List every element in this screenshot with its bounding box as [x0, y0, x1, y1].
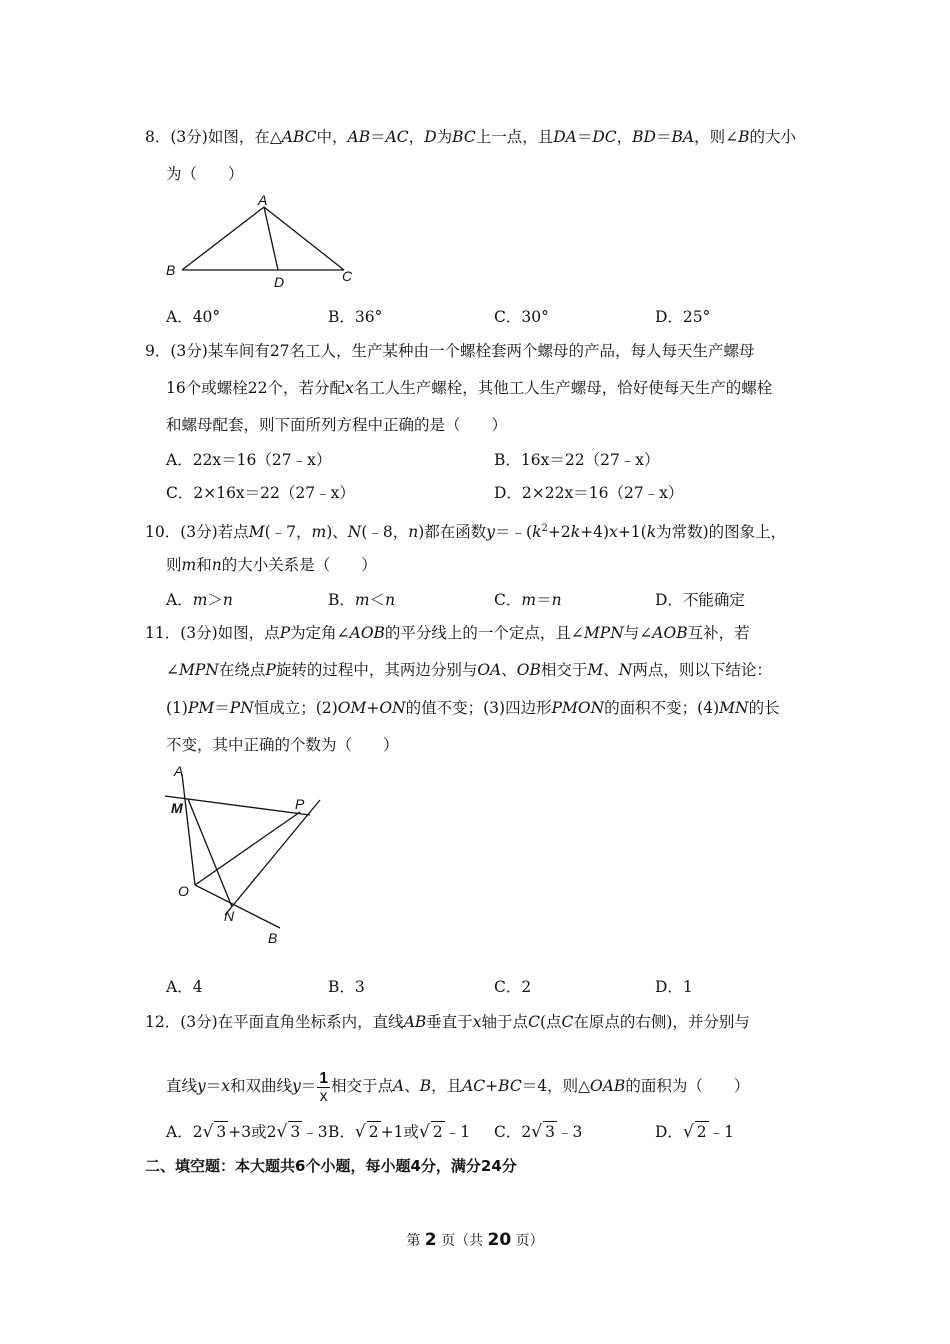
q8-option-d: D．25°: [655, 308, 711, 326]
q10-stem-line2: 则m和n的大小关系是（ ）: [166, 556, 377, 574]
q8-stem-line2: 为（ ）: [166, 165, 244, 183]
page-footer: [0, 1230, 950, 1250]
q12-option-c: C．2√ 3 ﹣3: [494, 1122, 583, 1142]
q8-label-a: A: [258, 192, 268, 208]
q12-option-b: B．√ 2 +1或√ 2 ﹣1: [328, 1122, 471, 1142]
q11-option-b: B．3: [328, 978, 365, 996]
q9-option-c: C．2×16x＝22（27﹣x）: [166, 484, 355, 502]
q12-stem-line1: 12．(3分)在平面直角坐标系内，直线AB垂直于x轴于点C(点C在原点的右侧)，并分别与: [145, 1013, 750, 1031]
q9-stem-line2: 16个或螺栓22个，若分配x名工人生产螺栓，其他工人生产螺母，恰好使每天生产的螺栓: [166, 379, 773, 397]
q11-stem-line3: (1)PM＝PN恒成立；(2)OM+ON的值不变；(3)四边形PMON的面积不变；(4)MN的长: [166, 699, 780, 717]
footer-middle: 页（共: [441, 1233, 484, 1249]
footer-suffix: 页）: [515, 1233, 544, 1249]
section-2-heading: 二、填空题：本大题共6个小题，每小题4分，满分24分: [145, 1157, 517, 1175]
footer-total-pages: 20: [487, 1230, 512, 1250]
q10-option-b: B．m＜n: [328, 591, 396, 609]
q12-option-d: D．√ 2 ﹣1: [655, 1122, 735, 1142]
q12-fraction-denominator: x: [319, 1087, 328, 1105]
q11-label-p: P: [295, 796, 305, 812]
q12-fraction-numerator: 1: [319, 1069, 328, 1087]
q10-option-d: D．不能确定: [655, 591, 745, 609]
q11-stem-line1: 11．(3分)如图，点P为定角∠AOB的平分线上的一个定点，且∠MPN与∠AOB互补，若: [145, 624, 750, 642]
q9-option-a: A．22x＝16（27﹣x）: [166, 451, 332, 469]
q8-option-c: C．30°: [494, 308, 549, 326]
q11-label-o: O: [178, 883, 189, 899]
q8-option-b: B．36°: [328, 308, 383, 326]
q11-option-d: D．1: [655, 978, 693, 996]
q11-label-n: N: [224, 908, 235, 924]
q11-stem-line4: 不变，其中正确的个数为（ ）: [166, 736, 399, 754]
q11-stem-line2: ∠MPN在绕点P旋转的过程中，其两边分别与OA、OB相交于M、N两点，则以下结论：: [166, 661, 772, 679]
q8-option-a: A．40°: [166, 308, 221, 326]
q10-option-c: C．m＝n: [494, 591, 562, 609]
q12-stem-line2: 直线y＝x和双曲线y＝ $\frac{1}{x}$ 相交于点A、B，且AC+BC＝4，则△OAB的面积为（ ）: [166, 1069, 750, 1105]
q8-label-b: B: [166, 262, 176, 278]
q11-label-b: B: [268, 930, 278, 946]
q8-label-c: C: [342, 268, 353, 284]
footer-prefix: 第: [406, 1233, 421, 1249]
q11-label-m: M: [171, 800, 183, 816]
q8-stem-line1: 8．(3分)如图，在△ABC中，AB＝AC，D为BC上一点，且DA＝DC，BD＝BA，则∠B的大小: [145, 128, 796, 146]
q11-option-c: C．2: [494, 978, 532, 996]
q9-option-d: D．2×22x＝16（27﹣x）: [494, 484, 684, 502]
q11-option-a: A．4: [166, 978, 203, 996]
q8-label-d: D: [274, 274, 285, 290]
q10-stem-line1: 10．(3分)若点M(﹣7，m)、N(﹣8，n)都在函数$y=﹣(k^2+2k+4)x+1(k$为常数)的图象上，: [145, 523, 787, 542]
q11-label-a: A: [174, 763, 184, 779]
q11-angle-figure: [160, 760, 340, 950]
q9-option-b: B．16x＝22（27﹣x）: [494, 451, 660, 469]
q9-stem-line1: 9．(3分)某车间有27名工人，生产某种由一个螺栓套两个螺母的产品，每人每天生产螺母: [145, 342, 755, 360]
footer-page-number: 2: [424, 1230, 437, 1250]
q12-option-a: A．2√ 3 +3或2√ 3 ﹣3: [166, 1122, 328, 1142]
q9-stem-line3: 和螺母配套，则下面所列方程中正确的是（ ）: [166, 416, 508, 434]
q12-fraction: [317, 1070, 330, 1105]
q10-option-a: A．m＞n: [166, 591, 233, 609]
